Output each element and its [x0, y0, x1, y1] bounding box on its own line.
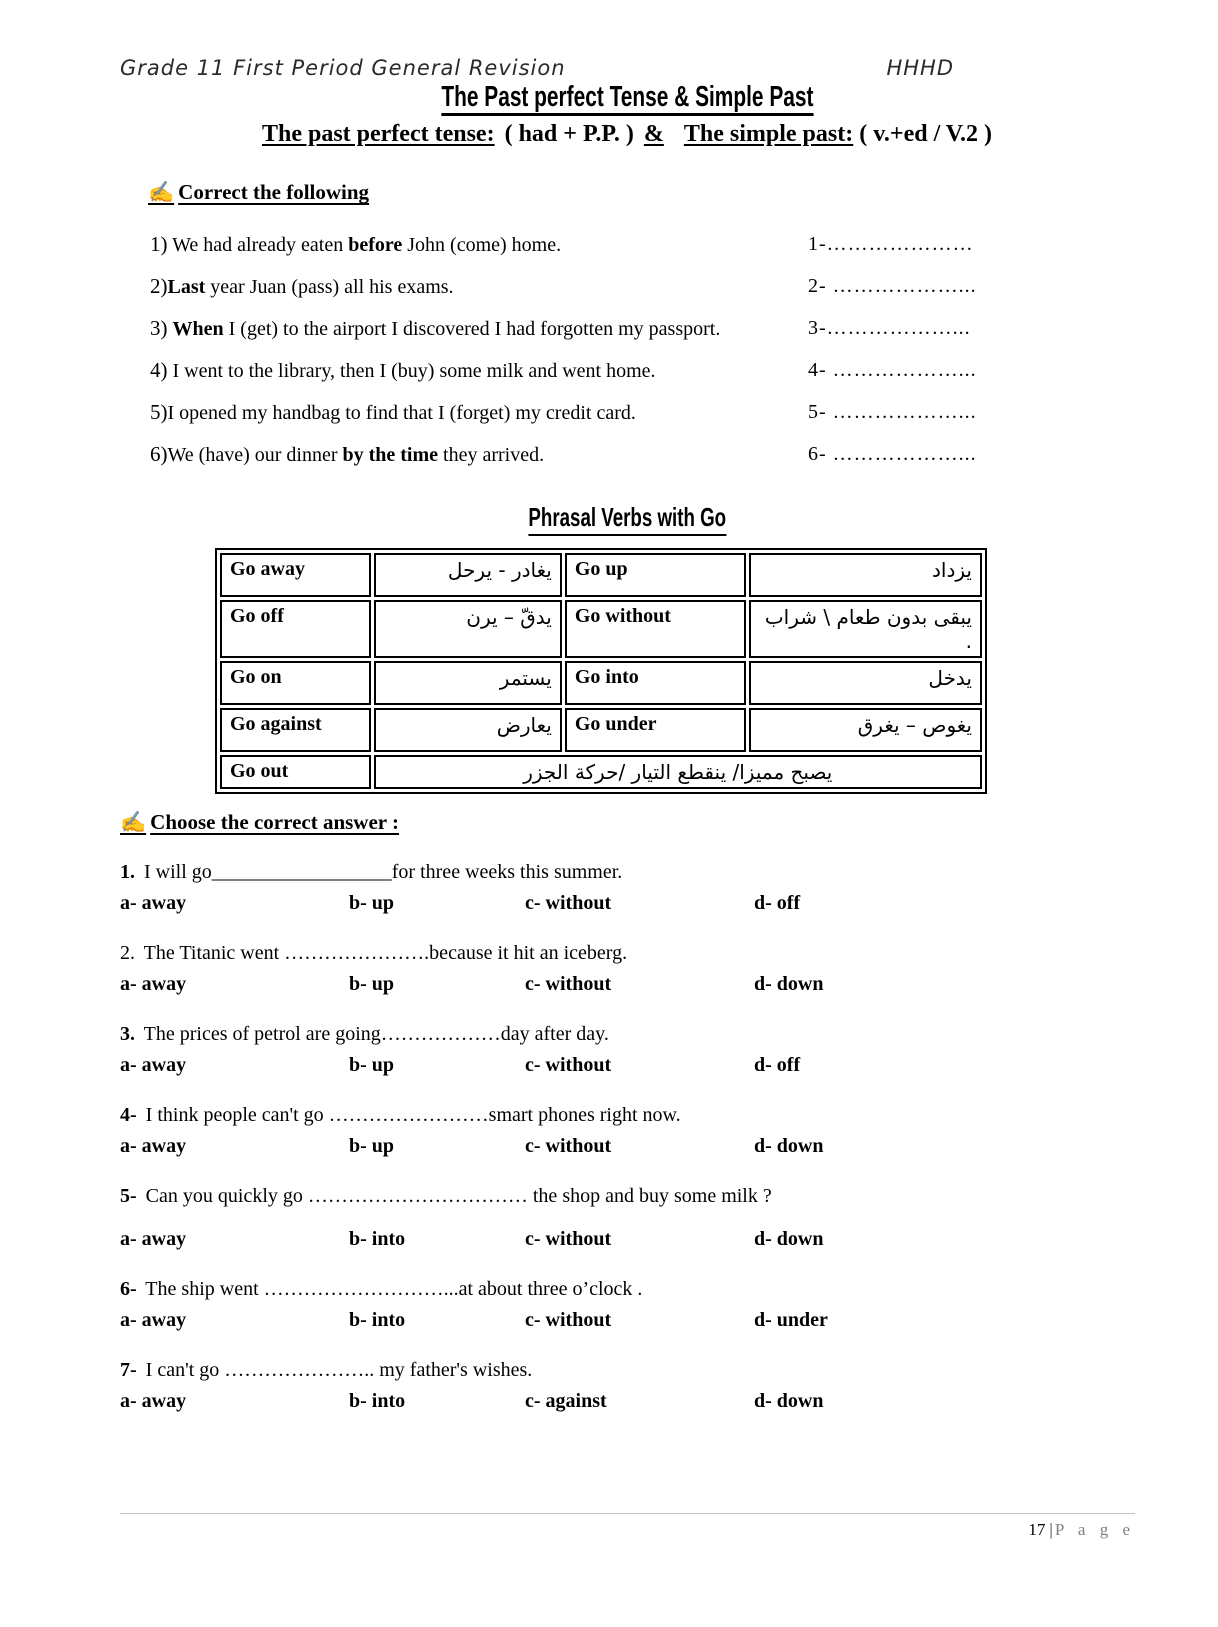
ampersand: &	[643, 121, 664, 148]
correct-section-heading	[148, 180, 1134, 205]
header-course-title: Grade 11 First Period General Revision	[120, 56, 566, 80]
option-a: a- away	[120, 1135, 187, 1158]
correct-item	[150, 357, 1134, 384]
question-text: 3. The prices of petrol are going………………day after day.	[120, 1023, 609, 1046]
option-d: d- off	[754, 1054, 801, 1077]
option-b: b- into	[349, 1228, 406, 1251]
option-a: a- away	[120, 973, 187, 996]
writing-hand-icon: ✍	[120, 810, 147, 835]
correct-item	[150, 231, 1134, 258]
option-d: d- down	[754, 1135, 824, 1158]
option-d: d- under	[754, 1309, 828, 1332]
page-title: The Past perfect Tense & Simple Past	[441, 82, 813, 116]
phrasal-verbs-table	[215, 548, 987, 794]
option-d: d- down	[754, 1390, 824, 1413]
phrasal-verb-ar: يدخل	[749, 661, 982, 705]
answer-blank: 6- ………………...	[808, 443, 977, 466]
options-row	[120, 973, 1134, 996]
footer-page-number	[1028, 1520, 1135, 1540]
option-c: c- without	[525, 973, 612, 996]
correct-item	[150, 399, 1134, 426]
phrasal-verb-en: Go on	[220, 661, 371, 705]
phrasal-verbs-heading: Phrasal Verbs with Go	[528, 502, 726, 536]
question-block	[120, 940, 1134, 996]
option-a: a- away	[120, 1309, 187, 1332]
phrasal-verb-ar: يزداد	[749, 553, 982, 597]
option-d: d- down	[754, 973, 824, 996]
questions-list	[120, 859, 1134, 1413]
option-b: b- up	[349, 973, 395, 996]
option-c: c- without	[525, 1054, 612, 1077]
phrasal-verb-en: Go off	[220, 600, 371, 658]
question-text: 7- I can't go ………………….. my father's wishes.	[120, 1359, 533, 1382]
question-text: 1. I will go__________________for three weeks this summer.	[120, 861, 623, 884]
sentence: 2)Last year Juan (pass) all his exams.	[150, 274, 454, 299]
option-b: b- up	[349, 892, 395, 915]
title-row	[120, 82, 1134, 116]
question-block	[120, 1021, 1134, 1077]
option-c: c- against	[525, 1390, 607, 1413]
page-label: P a g e	[1054, 1520, 1135, 1539]
past-perfect-formula: ( had + P.P. )	[504, 121, 634, 148]
options-row	[120, 892, 1134, 915]
answer-blank: 5- ………………...	[808, 401, 977, 424]
option-a: a- away	[120, 1228, 187, 1251]
table-row	[220, 708, 982, 752]
simple-past-formula: ( v.+ed / V.2 )	[859, 121, 993, 148]
phrasal-verb-ar: يدقّ – يرن	[374, 600, 562, 658]
question-block	[120, 1276, 1134, 1332]
correct-item	[150, 315, 1134, 342]
phrasal-verb-ar: يبقى بدون طعام \ شراب .	[749, 600, 982, 658]
options-row	[120, 1390, 1134, 1413]
option-c: c- without	[525, 1309, 612, 1332]
question-block	[120, 1357, 1134, 1413]
table-row	[220, 553, 982, 597]
answer-blank: 3-………………...	[808, 317, 971, 340]
simple-past-label: The simple past:	[683, 121, 854, 148]
option-c: c- without	[525, 1135, 612, 1158]
phrasal-verb-ar: يغوص – يغرق	[749, 708, 982, 752]
phrasal-heading-row	[120, 502, 1134, 536]
option-a: a- away	[120, 1054, 187, 1077]
choose-heading-label: Choose the correct answer :	[150, 810, 399, 835]
page-number-separator: |	[1049, 1520, 1053, 1539]
answer-blank: 1-…………………	[808, 233, 974, 256]
writing-hand-icon: ✍	[148, 180, 175, 205]
options-row	[120, 1054, 1134, 1077]
sentence: 4) I went to the library, then I (buy) some milk and went home.	[150, 358, 656, 383]
correct-heading-label: Correct the following	[178, 180, 370, 205]
phrasal-verb-en: Go away	[220, 553, 371, 597]
phrasal-verb-en: Go under	[565, 708, 746, 752]
sentence: 1) We had already eaten before John (come) home.	[150, 232, 562, 257]
option-b: b- up	[349, 1135, 395, 1158]
answer-blank: 2- ………………...	[808, 275, 977, 298]
choose-section-heading	[120, 810, 1134, 835]
phrasal-verb-en: Go up	[565, 553, 746, 597]
phrasal-verb-ar: يستمر	[374, 661, 562, 705]
footer-divider	[120, 1513, 1135, 1514]
phrasal-verb-ar: يعارض	[374, 708, 562, 752]
phrasal-verb-ar: يغادر - يرحل	[374, 553, 562, 597]
phrasal-verb-en: Go into	[565, 661, 746, 705]
page-header	[120, 0, 1134, 80]
question-block	[120, 1183, 1134, 1251]
answer-blank: 4- ………………...	[808, 359, 977, 382]
option-a: a- away	[120, 892, 187, 915]
phrasal-verb-en: Go out	[220, 755, 371, 789]
sentence: 6)We (have) our dinner by the time they arrived.	[150, 442, 545, 467]
correct-item	[150, 273, 1134, 300]
options-row	[120, 1309, 1134, 1332]
option-c: c- without	[525, 892, 612, 915]
option-b: b- up	[349, 1054, 395, 1077]
option-a: a- away	[120, 1390, 187, 1413]
options-row	[120, 1228, 1134, 1251]
option-d: d- down	[754, 1228, 824, 1251]
table-row	[220, 661, 982, 705]
option-b: b- into	[349, 1390, 406, 1413]
page-number: 17	[1028, 1520, 1046, 1539]
option-d: d- off	[754, 892, 801, 915]
option-c: c- without	[525, 1228, 612, 1251]
sentence: 5)I opened my handbag to find that I (forget) my credit card.	[150, 400, 636, 425]
phrasal-verb-en: Go against	[220, 708, 371, 752]
question-text: 4- I think people can't go ……………………smart phones right now.	[120, 1104, 681, 1127]
question-text: 6- The ship went ………………………...at about three o’clock .	[120, 1278, 643, 1301]
header-author-initials: HHHD	[886, 56, 954, 80]
table-row	[220, 755, 982, 789]
question-block	[120, 859, 1134, 915]
option-b: b- into	[349, 1309, 406, 1332]
question-text: 5- Can you quickly go …………………………… the shop and buy some milk ?	[120, 1185, 772, 1208]
table-row	[220, 600, 982, 658]
question-block	[120, 1102, 1134, 1158]
options-row	[120, 1135, 1134, 1158]
correct-items-list	[120, 231, 1134, 468]
question-text: 2. The Titanic went ………………….because it hit an iceberg.	[120, 942, 628, 965]
past-perfect-label: The past perfect tense:	[261, 121, 495, 148]
phrasal-verb-en: Go without	[565, 600, 746, 658]
correct-item	[150, 441, 1134, 468]
sentence: 3) When I (get) to the airport I discovered I had forgotten my passport.	[150, 316, 721, 341]
subtitle	[120, 121, 1134, 148]
phrasal-verb-ar: يصبح مميزا/ ينقطع التيار /حركة الجزر	[374, 755, 982, 789]
